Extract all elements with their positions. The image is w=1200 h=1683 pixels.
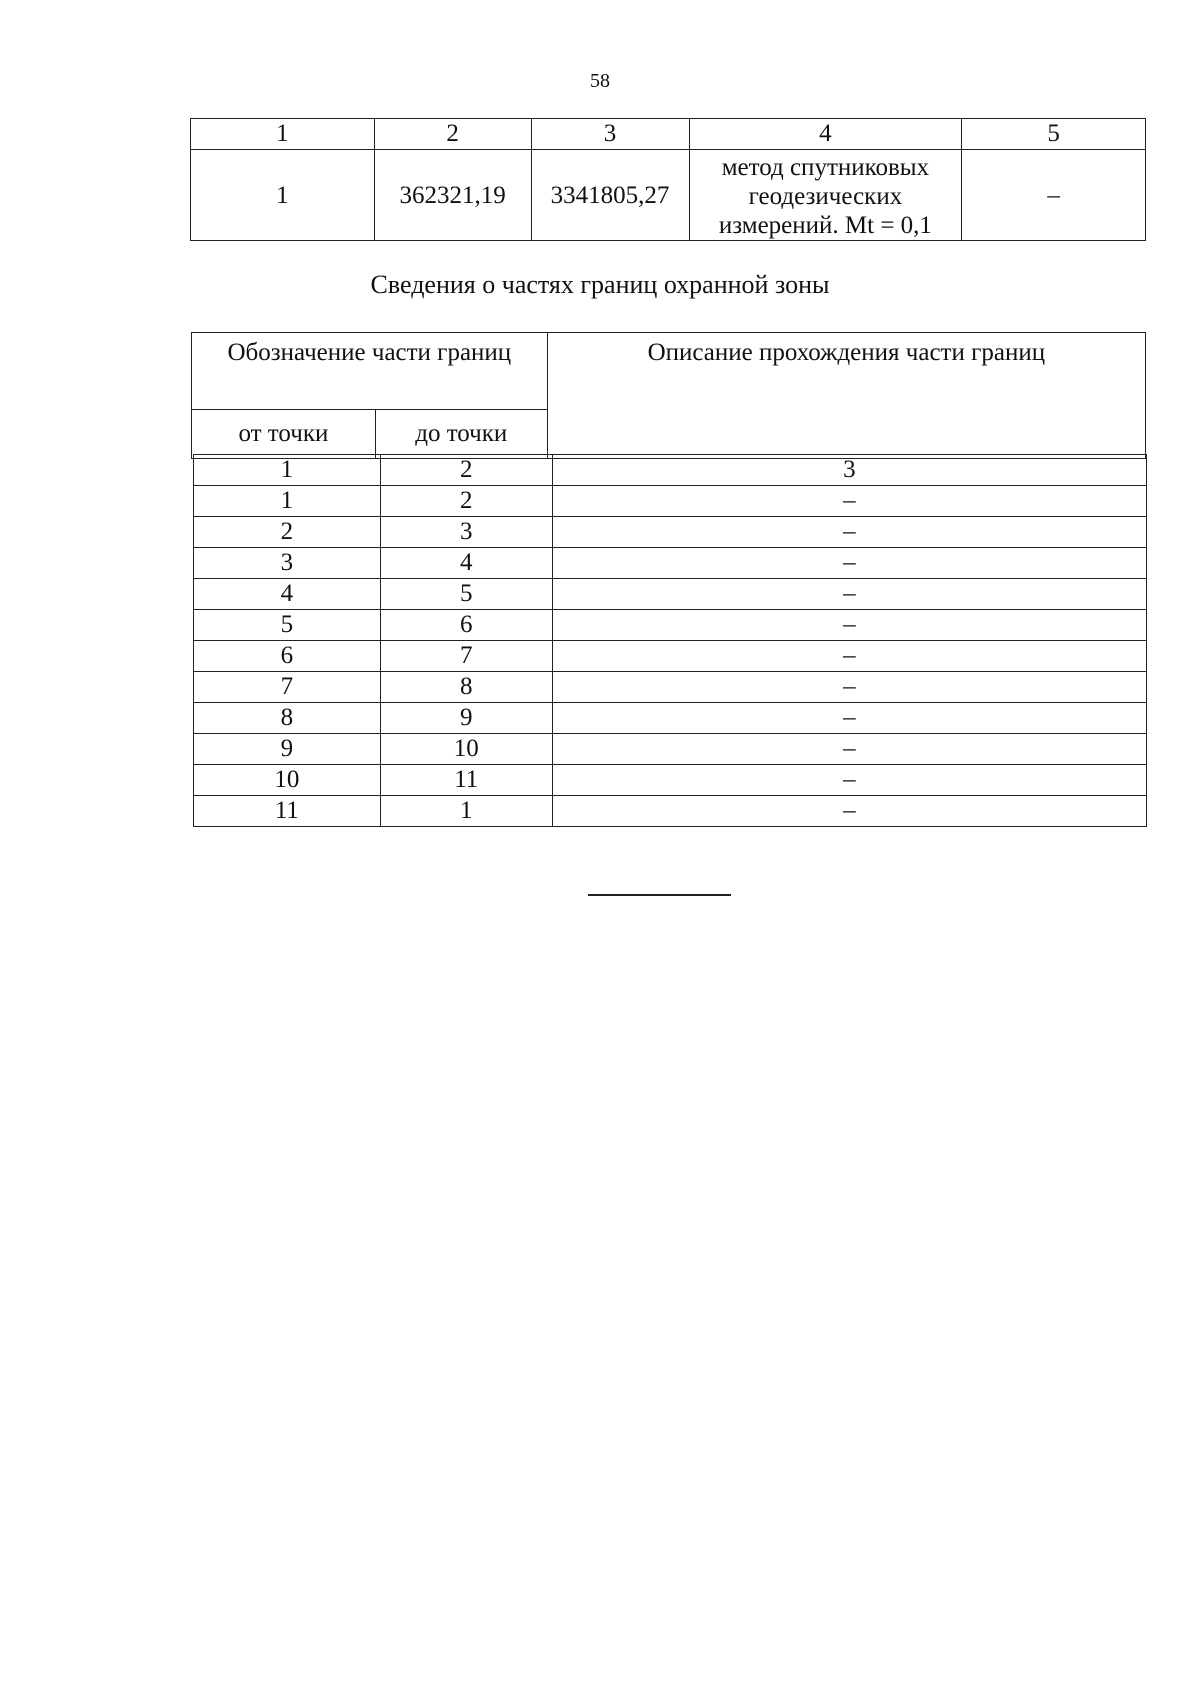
method-line: измерений. Mt = 0,1 <box>718 211 932 239</box>
from-point: 2 <box>194 517 381 548</box>
column-number: 1 <box>191 119 375 150</box>
to-point: 4 <box>380 548 552 579</box>
description: – <box>552 796 1146 827</box>
method-line: метод спутниковых <box>721 153 930 181</box>
to-point: 1 <box>380 796 552 827</box>
to-point: 3 <box>380 517 552 548</box>
to-point: 2 <box>380 486 552 517</box>
from-point: 7 <box>194 672 381 703</box>
table-row <box>194 641 1147 672</box>
coordinates-table <box>190 118 1146 241</box>
from-point: 4 <box>194 579 381 610</box>
coordinates-header-row <box>191 119 1146 150</box>
from-point: 6 <box>194 641 381 672</box>
header-row <box>192 333 1146 410</box>
to-point: 7 <box>380 641 552 672</box>
table-row <box>194 765 1147 796</box>
section-title: Сведения о частях границ охранной зоны <box>370 270 830 299</box>
column-number: 3 <box>552 455 1146 486</box>
table-row <box>194 548 1147 579</box>
description: – <box>552 703 1146 734</box>
numbering-row <box>194 455 1147 486</box>
table-row <box>194 610 1147 641</box>
table-row <box>194 796 1147 827</box>
from-point: 10 <box>194 765 381 796</box>
page-number: 58 <box>590 70 610 92</box>
from-point: 11 <box>194 796 381 827</box>
end-divider <box>588 894 731 896</box>
description: – <box>552 486 1146 517</box>
boundary-parts-table <box>193 454 1147 827</box>
table-row <box>194 517 1147 548</box>
column-number: 1 <box>194 455 381 486</box>
description: – <box>552 610 1146 641</box>
to-point: 8 <box>380 672 552 703</box>
coordinate-y: 3341805,27 <box>531 150 689 241</box>
table-row <box>194 486 1147 517</box>
from-point: 8 <box>194 703 381 734</box>
from-point: 3 <box>194 548 381 579</box>
boundary-parts-header-table <box>191 332 1146 459</box>
description-header: Описание прохождения части границ <box>547 333 1145 459</box>
column-number: 3 <box>531 119 689 150</box>
to-point: 10 <box>380 734 552 765</box>
description: – <box>552 517 1146 548</box>
from-point-header: от точки <box>192 410 376 459</box>
to-point: 9 <box>380 703 552 734</box>
table-row <box>194 579 1147 610</box>
description: – <box>552 548 1146 579</box>
boundary-parts-body <box>194 455 1147 827</box>
to-point: 11 <box>380 765 552 796</box>
column-number: 4 <box>689 119 962 150</box>
point-number: 1 <box>191 150 375 241</box>
table-row <box>191 150 1146 241</box>
from-point: 1 <box>194 486 381 517</box>
from-point: 5 <box>194 610 381 641</box>
designation-header: Обозначение части границ <box>192 333 548 410</box>
description: – <box>552 734 1146 765</box>
method-description <box>689 150 962 241</box>
to-point-header: до точки <box>375 410 547 459</box>
table-row <box>194 672 1147 703</box>
description: – <box>552 672 1146 703</box>
column-number: 2 <box>374 119 531 150</box>
from-point: 9 <box>194 734 381 765</box>
table-row <box>194 734 1147 765</box>
column-number: 2 <box>380 455 552 486</box>
column-number: 5 <box>962 119 1146 150</box>
description: – <box>552 641 1146 672</box>
to-point: 5 <box>380 579 552 610</box>
description: – <box>552 765 1146 796</box>
coordinate-x: 362321,19 <box>374 150 531 241</box>
method-line: геодезических <box>748 182 903 210</box>
description: – <box>552 579 1146 610</box>
table-row <box>194 703 1147 734</box>
note-cell: – <box>962 150 1146 241</box>
to-point: 6 <box>380 610 552 641</box>
